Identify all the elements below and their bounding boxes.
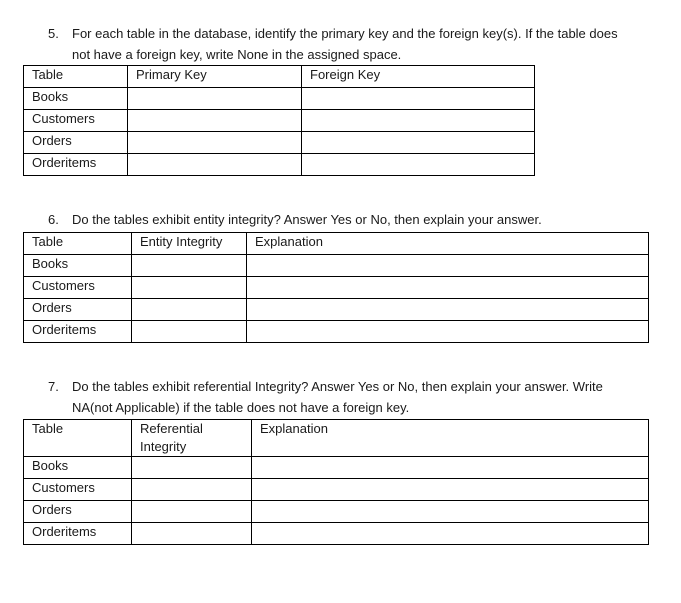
header-referential-integrity: Referential Integrity xyxy=(132,420,252,457)
table-row xyxy=(24,88,535,110)
table-referential-header-row xyxy=(24,420,649,457)
referential-integrity-cell[interactable] xyxy=(132,523,252,545)
foreign-key-cell[interactable] xyxy=(302,110,535,132)
table-row xyxy=(24,277,649,299)
table-row xyxy=(24,154,535,176)
question-7-line-2: NA(not Applicable) if the table does not have a foreign key. xyxy=(72,400,410,415)
table-row xyxy=(24,321,649,343)
row-label: Books xyxy=(24,255,132,277)
header-table: Table xyxy=(24,66,128,88)
explanation-cell[interactable] xyxy=(252,523,649,545)
table-entity-header-row xyxy=(24,233,649,255)
foreign-key-cell[interactable] xyxy=(302,154,535,176)
row-label: Customers xyxy=(24,277,132,299)
row-label: Customers xyxy=(24,110,128,132)
table-row xyxy=(24,255,649,277)
row-label: Orders xyxy=(24,501,132,523)
explanation-cell[interactable] xyxy=(247,299,649,321)
header-explanation: Explanation xyxy=(247,233,649,255)
explanation-cell[interactable] xyxy=(252,479,649,501)
question-7-number: 7. xyxy=(48,379,59,394)
entity-integrity-cell[interactable] xyxy=(132,277,247,299)
primary-key-cell[interactable] xyxy=(128,132,302,154)
row-label: Orderitems xyxy=(24,154,128,176)
explanation-cell[interactable] xyxy=(247,277,649,299)
row-label: Orders xyxy=(24,299,132,321)
table-referential-integrity xyxy=(23,419,649,545)
question-5 xyxy=(48,23,668,67)
explanation-cell[interactable] xyxy=(247,255,649,277)
table-row xyxy=(24,523,649,545)
table-row xyxy=(24,501,649,523)
question-5-line-2: not have a foreign key, write None in the assigned space. xyxy=(72,47,402,62)
table-row xyxy=(24,457,649,479)
question-5-line-1: For each table in the database, identify the primary key and the foreign key(s). If the table does xyxy=(72,26,618,41)
foreign-key-cell[interactable] xyxy=(302,88,535,110)
entity-integrity-cell[interactable] xyxy=(132,321,247,343)
question-7 xyxy=(48,376,668,420)
primary-key-cell[interactable] xyxy=(128,110,302,132)
header-table: Table xyxy=(24,420,132,457)
header-primary-key: Primary Key xyxy=(128,66,302,88)
table-row xyxy=(24,110,535,132)
referential-integrity-cell[interactable] xyxy=(132,457,252,479)
row-label: Books xyxy=(24,88,128,110)
header-explanation: Explanation xyxy=(252,420,649,457)
referential-integrity-cell[interactable] xyxy=(132,501,252,523)
table-row xyxy=(24,299,649,321)
row-label: Customers xyxy=(24,479,132,501)
referential-integrity-cell[interactable] xyxy=(132,479,252,501)
table-row xyxy=(24,132,535,154)
entity-integrity-cell[interactable] xyxy=(132,255,247,277)
question-6-line-1: Do the tables exhibit entity integrity? Answer Yes or No, then explain your answer. xyxy=(72,212,542,227)
explanation-cell[interactable] xyxy=(247,321,649,343)
row-label: Orderitems xyxy=(24,321,132,343)
table-row xyxy=(24,479,649,501)
explanation-cell[interactable] xyxy=(252,501,649,523)
table-entity-integrity xyxy=(23,232,649,343)
entity-integrity-cell[interactable] xyxy=(132,299,247,321)
table-keys xyxy=(23,65,535,176)
table-keys-header-row xyxy=(24,66,535,88)
question-6-number: 6. xyxy=(48,212,59,227)
header-table: Table xyxy=(24,233,132,255)
primary-key-cell[interactable] xyxy=(128,154,302,176)
explanation-cell[interactable] xyxy=(252,457,649,479)
row-label: Books xyxy=(24,457,132,479)
row-label: Orderitems xyxy=(24,523,132,545)
header-foreign-key: Foreign Key xyxy=(302,66,535,88)
question-7-line-1: Do the tables exhibit referential Integrity? Answer Yes or No, then explain your answer. Write xyxy=(72,379,603,394)
question-5-number: 5. xyxy=(48,26,59,41)
primary-key-cell[interactable] xyxy=(128,88,302,110)
row-label: Orders xyxy=(24,132,128,154)
foreign-key-cell[interactable] xyxy=(302,132,535,154)
header-entity-integrity: Entity Integrity xyxy=(132,233,247,255)
question-6 xyxy=(48,209,668,231)
